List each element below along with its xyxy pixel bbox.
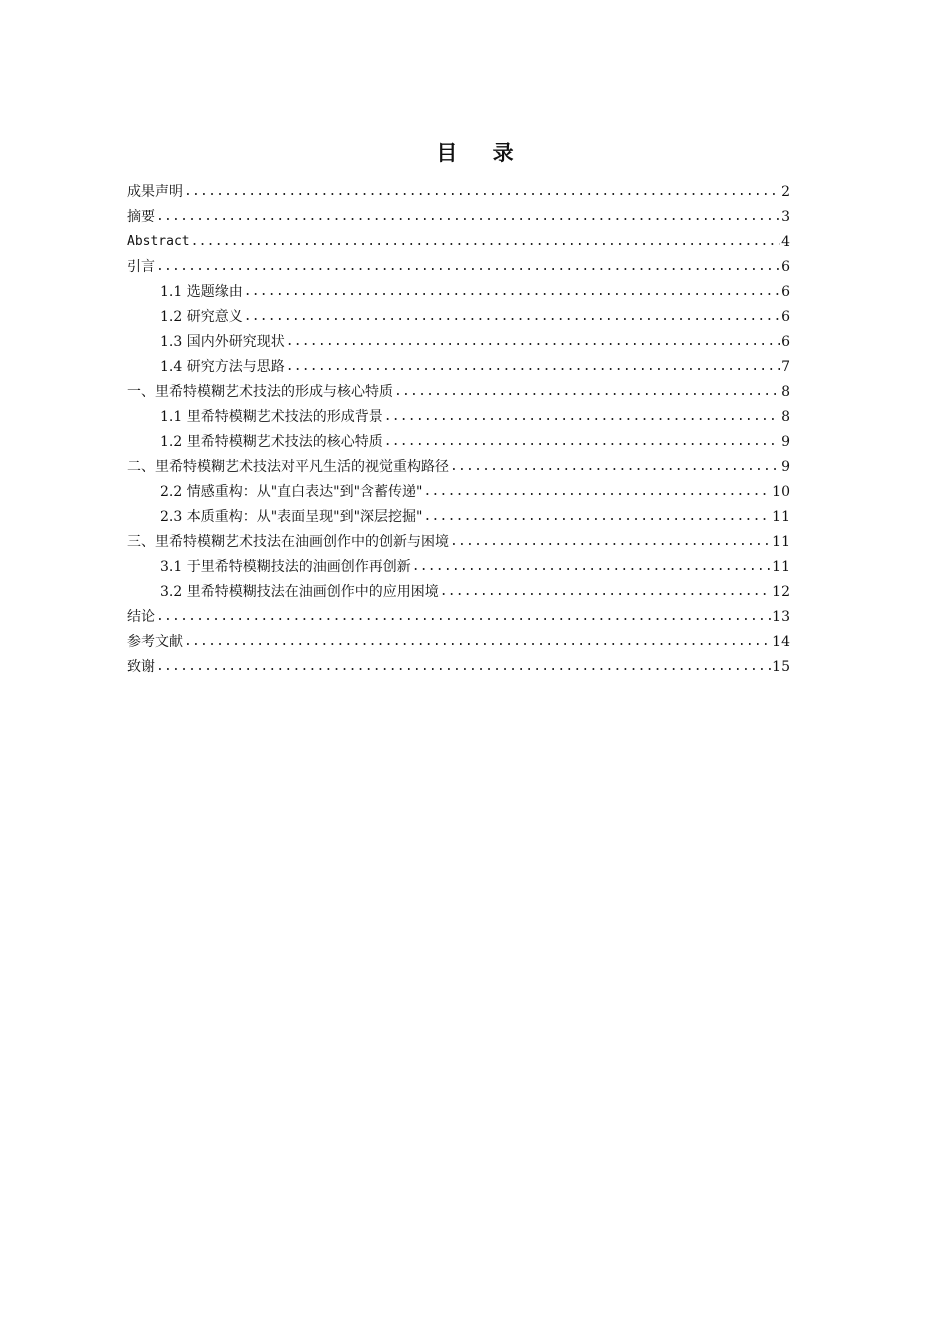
toc-dot-leader: [384, 407, 780, 427]
toc-entry-label: 三、里希特模糊艺术技法在油画创作中的创新与困境: [127, 534, 449, 550]
toc-dot-leader: [440, 582, 771, 602]
toc-entry-label: 引言: [127, 259, 155, 275]
toc-dot-leader: [384, 432, 780, 452]
toc-dot-leader: [423, 482, 771, 502]
toc-entry-label: Abstract: [127, 234, 190, 249]
toc-entry[interactable]: [127, 452, 790, 477]
toc-dot-leader: [412, 557, 771, 577]
toc-dot-leader: [184, 182, 780, 202]
toc-entry-label: 1.2 里希特模糊艺术技法的核心特质: [160, 434, 383, 450]
toc-entry[interactable]: [127, 352, 790, 377]
toc-entry[interactable]: [127, 552, 790, 577]
toc-entry-page-number: 8: [781, 384, 790, 400]
toc-entry-page-number: 14: [772, 634, 790, 650]
toc-dot-leader: [156, 207, 780, 227]
toc-entry-page-number: 9: [781, 459, 790, 475]
toc-entry-page-number: 2: [781, 184, 790, 200]
toc-dot-leader: [423, 507, 771, 527]
toc-entry-page-number: 7: [781, 359, 790, 375]
toc-dot-leader: [286, 357, 780, 377]
toc-entry[interactable]: [127, 527, 790, 552]
toc-entry-label: 2.2 情感重构：从"直白表达"到"含蓄传递": [160, 484, 423, 500]
toc-entry-label: 1.2 研究意义: [160, 309, 243, 325]
toc-entry[interactable]: [127, 252, 790, 277]
toc-entry-page-number: 11: [772, 509, 790, 525]
toc-dot-leader: [394, 382, 780, 402]
toc-entry-page-number: 8: [781, 409, 790, 425]
toc-entry-label: 二、里希特模糊艺术技法对平凡生活的视觉重构路径: [127, 459, 449, 475]
toc-entry-page-number: 6: [781, 309, 790, 325]
toc-entry-page-number: 10: [772, 484, 790, 500]
toc-entry[interactable]: [127, 427, 790, 452]
toc-entry[interactable]: [127, 402, 790, 427]
toc-entry-label: 1.4 研究方法与思路: [160, 359, 285, 375]
toc-entry-page-number: 6: [781, 334, 790, 350]
toc-entry-page-number: 15: [772, 659, 790, 675]
toc-entry[interactable]: [127, 327, 790, 352]
toc-entry-label: 1.3 国内外研究现状: [160, 334, 285, 350]
toc-entry[interactable]: [127, 602, 790, 627]
toc-entry-page-number: 6: [781, 259, 790, 275]
toc-entry-label: 参考文献: [127, 634, 183, 650]
toc-entry[interactable]: [127, 277, 790, 302]
toc-entry-label: 一、里希特模糊艺术技法的形成与核心特质: [127, 384, 393, 400]
toc-dot-leader: [450, 457, 780, 477]
toc-entry-page-number: 11: [772, 559, 790, 575]
toc-entry[interactable]: [127, 502, 790, 527]
toc-entry-page-number: 9: [781, 434, 790, 450]
toc-entry[interactable]: [127, 227, 790, 252]
toc-dot-leader: [286, 332, 780, 352]
toc-dot-leader: [244, 282, 780, 302]
toc-dot-leader: [244, 307, 780, 327]
toc-entry-label: 成果声明: [127, 184, 183, 200]
toc-entry-label: 2.3 本质重构：从"表面呈现"到"深层挖掘": [160, 509, 423, 525]
toc-entry-page-number: 4: [781, 234, 790, 250]
toc-entry[interactable]: [127, 477, 790, 502]
toc-entry-label: 1.1 里希特模糊艺术技法的形成背景: [160, 409, 383, 425]
toc-entry-label: 结论: [127, 609, 155, 625]
toc-entry-label: 致谢: [127, 659, 155, 675]
toc-entry-label: 摘要: [127, 209, 155, 225]
toc-entry[interactable]: [127, 652, 790, 677]
toc-entry-page-number: 3: [781, 209, 790, 225]
toc-entry-page-number: 6: [781, 284, 790, 300]
toc-entry[interactable]: [127, 177, 790, 202]
table-of-contents: [127, 177, 790, 677]
toc-entry-page-number: 12: [772, 584, 790, 600]
toc-entry[interactable]: [127, 627, 790, 652]
toc-dot-leader: [156, 657, 771, 677]
toc-entry-label: 3.1 于里希特模糊技法的油画创作再创新: [160, 559, 411, 575]
toc-dot-leader: [156, 607, 771, 627]
toc-entry[interactable]: [127, 577, 790, 602]
toc-dot-leader: [450, 532, 771, 552]
toc-entry[interactable]: [127, 302, 790, 327]
toc-dot-leader: [184, 632, 771, 652]
toc-entry-page-number: 11: [772, 534, 790, 550]
toc-dot-leader: [191, 232, 780, 252]
toc-entry-label: 3.2 里希特模糊技法在油画创作中的应用困境: [160, 584, 439, 600]
toc-dot-leader: [156, 257, 780, 277]
page-title: 目 录: [436, 141, 528, 165]
toc-entry-label: 1.1 选题缘由: [160, 284, 243, 300]
toc-entry[interactable]: [127, 377, 790, 402]
toc-entry-page-number: 13: [772, 609, 790, 625]
toc-entry[interactable]: [127, 202, 790, 227]
